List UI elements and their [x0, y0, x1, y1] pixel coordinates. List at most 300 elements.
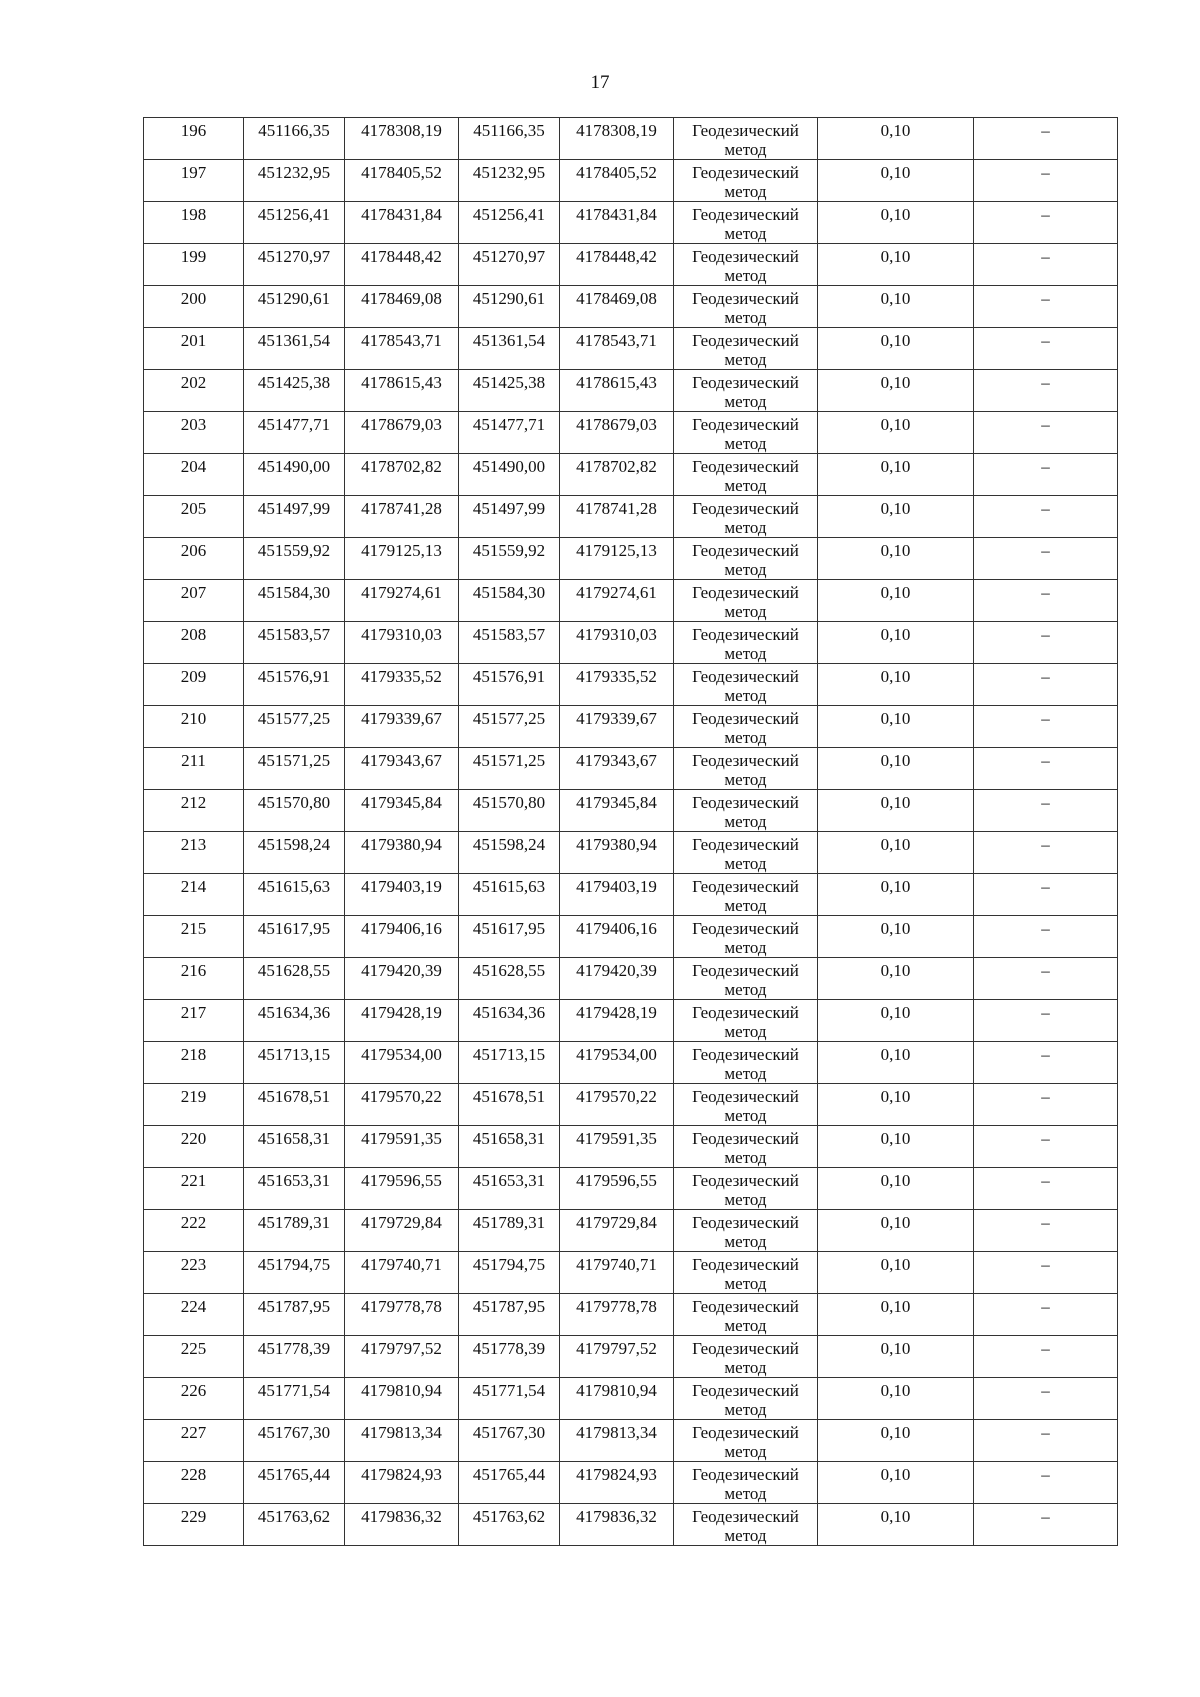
y-coordinate-text: 4179740,71: [576, 1255, 657, 1274]
method-text-line2: метод: [724, 560, 767, 579]
y-coordinate-cell: [560, 412, 674, 454]
y-coordinate-cell: [345, 874, 459, 916]
y-coordinate-text: 4179740,71: [361, 1255, 442, 1274]
point-number-cell: [144, 202, 244, 244]
point-number-cell: [144, 1168, 244, 1210]
y-coordinate-cell: [345, 496, 459, 538]
method-text-line2: метод: [724, 1190, 767, 1209]
point-number-text: 224: [180, 1297, 207, 1316]
y-coordinate-text: 4178405,52: [576, 163, 657, 182]
method-cell: [674, 286, 818, 328]
method-text-line2: метод: [724, 224, 767, 243]
method-cell: [674, 1084, 818, 1126]
x-coordinate-cell: [244, 244, 345, 286]
x-coordinate-cell: [459, 1378, 560, 1420]
method-text-line1: Геодезический: [692, 331, 799, 350]
method-cell: [674, 916, 818, 958]
x-coordinate-cell: [244, 1042, 345, 1084]
description-text: –: [1041, 1213, 1050, 1232]
accuracy-cell: [818, 1504, 974, 1546]
point-number-cell: [144, 622, 244, 664]
y-coordinate-cell: [345, 118, 459, 160]
x-coordinate-text: 451628,55: [472, 961, 546, 980]
accuracy-cell: [818, 1084, 974, 1126]
y-coordinate-cell: [345, 580, 459, 622]
x-coordinate-cell: [459, 790, 560, 832]
accuracy-text: 0,10: [880, 1423, 911, 1442]
description-cell: [974, 1168, 1118, 1210]
accuracy-cell: [818, 1000, 974, 1042]
x-coordinate-text: 451789,31: [472, 1213, 546, 1232]
method-text-line2: метод: [724, 266, 767, 285]
accuracy-cell: [818, 1294, 974, 1336]
accuracy-text: 0,10: [880, 877, 911, 896]
y-coordinate-text: 4179345,84: [361, 793, 442, 812]
method-text-line1: Геодезический: [692, 1423, 799, 1442]
point-number-text: 209: [180, 667, 207, 686]
point-number-text: 216: [180, 961, 207, 980]
y-coordinate-cell: [345, 1084, 459, 1126]
x-coordinate-text: 451166,35: [473, 121, 545, 140]
table-row: [144, 538, 1118, 580]
method-cell: [674, 1420, 818, 1462]
y-coordinate-cell: [345, 370, 459, 412]
y-coordinate-text: 4179345,84: [576, 793, 657, 812]
y-coordinate-text: 4178679,03: [576, 415, 657, 434]
x-coordinate-cell: [459, 1042, 560, 1084]
y-coordinate-cell: [345, 916, 459, 958]
method-text-line1: Геодезический: [692, 625, 799, 644]
page-number: 17: [590, 72, 610, 93]
point-number-text: 229: [180, 1507, 207, 1526]
y-coordinate-cell: [560, 622, 674, 664]
x-coordinate-text: 451628,55: [257, 961, 331, 980]
description-cell: [974, 1126, 1118, 1168]
table-row: [144, 1504, 1118, 1546]
description-text: –: [1041, 583, 1050, 602]
description-text: –: [1041, 793, 1050, 812]
description-text: –: [1041, 751, 1050, 770]
method-cell: [674, 1000, 818, 1042]
y-coordinate-cell: [560, 832, 674, 874]
x-coordinate-cell: [459, 1462, 560, 1504]
method-text-line1: Геодезический: [692, 1339, 799, 1358]
point-number-cell: [144, 748, 244, 790]
method-text-line2: метод: [724, 602, 767, 621]
y-coordinate-cell: [345, 538, 459, 580]
y-coordinate-text: 4178615,43: [361, 373, 442, 392]
point-number-cell: [144, 1504, 244, 1546]
table-row: [144, 1000, 1118, 1042]
accuracy-cell: [818, 916, 974, 958]
method-text-line1: Геодезический: [692, 541, 799, 560]
y-coordinate-cell: [560, 454, 674, 496]
accuracy-text: 0,10: [880, 247, 911, 266]
x-coordinate-text: 451571,25: [472, 751, 546, 770]
y-coordinate-cell: [345, 412, 459, 454]
x-coordinate-text: 451256,41: [257, 205, 331, 224]
y-coordinate-cell: [560, 370, 674, 412]
x-coordinate-text: 451617,95: [472, 919, 546, 938]
y-coordinate-text: 4179428,19: [361, 1003, 442, 1022]
accuracy-text: 0,10: [880, 373, 911, 392]
y-coordinate-text: 4178543,71: [361, 331, 442, 350]
x-coordinate-text: 451763,62: [472, 1507, 546, 1526]
x-coordinate-cell: [244, 1084, 345, 1126]
x-coordinate-text: 451361,54: [257, 331, 331, 350]
x-coordinate-text: 451576,91: [257, 667, 331, 686]
description-text: –: [1041, 289, 1050, 308]
x-coordinate-cell: [244, 1462, 345, 1504]
x-coordinate-text: 451789,31: [257, 1213, 331, 1232]
table-row: [144, 1294, 1118, 1336]
table-row: [144, 370, 1118, 412]
method-text-line1: Геодезический: [692, 1087, 799, 1106]
x-coordinate-text: 451571,25: [257, 751, 331, 770]
table-row: [144, 496, 1118, 538]
x-coordinate-cell: [244, 790, 345, 832]
x-coordinate-text: 451658,31: [257, 1129, 331, 1148]
description-text: –: [1041, 373, 1050, 392]
y-coordinate-text: 4178469,08: [361, 289, 442, 308]
description-text: –: [1041, 1171, 1050, 1190]
x-coordinate-text: 451497,99: [257, 499, 331, 518]
accuracy-text: 0,10: [880, 1255, 911, 1274]
x-coordinate-text: 451678,51: [472, 1087, 546, 1106]
table-row: [144, 1378, 1118, 1420]
description-cell: [974, 454, 1118, 496]
y-coordinate-cell: [345, 790, 459, 832]
table-row: [144, 118, 1118, 160]
y-coordinate-text: 4179797,52: [576, 1339, 657, 1358]
y-coordinate-text: 4178679,03: [361, 415, 442, 434]
y-coordinate-text: 4179836,32: [576, 1507, 657, 1526]
y-coordinate-cell: [560, 706, 674, 748]
point-number-cell: [144, 496, 244, 538]
description-cell: [974, 1420, 1118, 1462]
y-coordinate-text: 4179778,78: [361, 1297, 442, 1316]
x-coordinate-cell: [244, 538, 345, 580]
y-coordinate-cell: [345, 664, 459, 706]
description-cell: [974, 916, 1118, 958]
y-coordinate-cell: [345, 1168, 459, 1210]
point-number-text: 196: [180, 121, 207, 140]
x-coordinate-cell: [459, 160, 560, 202]
x-coordinate-text: 451290,61: [257, 289, 331, 308]
y-coordinate-text: 4179420,39: [576, 961, 657, 980]
method-text-line2: метод: [724, 1106, 767, 1125]
description-text: –: [1041, 625, 1050, 644]
y-coordinate-text: 4178308,19: [576, 121, 657, 140]
description-text: –: [1041, 1339, 1050, 1358]
method-cell: [674, 1378, 818, 1420]
x-coordinate-text: 451713,15: [257, 1045, 331, 1064]
accuracy-cell: [818, 496, 974, 538]
y-coordinate-cell: [560, 1294, 674, 1336]
method-text-line2: метод: [724, 938, 767, 957]
y-coordinate-text: 4178741,28: [576, 499, 657, 518]
x-coordinate-text: 451767,30: [472, 1423, 546, 1442]
description-text: –: [1041, 1465, 1050, 1484]
point-number-cell: [144, 1042, 244, 1084]
method-text-line2: метод: [724, 140, 767, 159]
y-coordinate-text: 4179813,34: [576, 1423, 657, 1442]
x-coordinate-cell: [459, 958, 560, 1000]
x-coordinate-cell: [244, 874, 345, 916]
x-coordinate-cell: [459, 538, 560, 580]
accuracy-cell: [818, 286, 974, 328]
description-cell: [974, 202, 1118, 244]
method-cell: [674, 580, 818, 622]
method-text-line1: Геодезический: [692, 1213, 799, 1232]
x-coordinate-cell: [244, 1420, 345, 1462]
point-number-text: 197: [180, 163, 207, 182]
description-cell: [974, 1210, 1118, 1252]
accuracy-cell: [818, 1420, 974, 1462]
point-number-text: 219: [180, 1087, 207, 1106]
x-coordinate-text: 451583,57: [472, 625, 546, 644]
description-text: –: [1041, 1297, 1050, 1316]
y-coordinate-cell: [560, 1210, 674, 1252]
point-number-text: 228: [180, 1465, 207, 1484]
description-text: –: [1041, 877, 1050, 896]
table-row: [144, 958, 1118, 1000]
method-cell: [674, 748, 818, 790]
y-coordinate-cell: [560, 748, 674, 790]
x-coordinate-text: 451584,30: [472, 583, 546, 602]
method-text-line2: метод: [724, 1148, 767, 1167]
description-cell: [974, 958, 1118, 1000]
description-text: –: [1041, 247, 1050, 266]
x-coordinate-cell: [244, 832, 345, 874]
x-coordinate-text: 451713,15: [472, 1045, 546, 1064]
y-coordinate-cell: [560, 1168, 674, 1210]
table-row: [144, 622, 1118, 664]
point-number-cell: [144, 790, 244, 832]
method-text-line2: метод: [724, 1316, 767, 1335]
accuracy-cell: [818, 1378, 974, 1420]
method-text-line2: метод: [724, 1022, 767, 1041]
x-coordinate-cell: [244, 958, 345, 1000]
accuracy-cell: [818, 1210, 974, 1252]
x-coordinate-cell: [244, 454, 345, 496]
x-coordinate-cell: [459, 664, 560, 706]
y-coordinate-cell: [560, 1462, 674, 1504]
accuracy-cell: [818, 202, 974, 244]
method-text-line1: Геодезический: [692, 1381, 799, 1400]
y-coordinate-cell: [560, 664, 674, 706]
x-coordinate-text: 451577,25: [472, 709, 546, 728]
x-coordinate-cell: [459, 1084, 560, 1126]
description-cell: [974, 1084, 1118, 1126]
point-number-text: 223: [180, 1255, 207, 1274]
point-number-text: 227: [180, 1423, 207, 1442]
x-coordinate-text: 451570,80: [472, 793, 546, 812]
description-cell: [974, 1336, 1118, 1378]
y-coordinate-text: 4179824,93: [576, 1465, 657, 1484]
description-text: –: [1041, 1381, 1050, 1400]
x-coordinate-text: 451425,38: [257, 373, 331, 392]
method-text-line1: Геодезический: [692, 1171, 799, 1190]
method-cell: [674, 1042, 818, 1084]
y-coordinate-cell: [560, 538, 674, 580]
x-coordinate-text: 451767,30: [257, 1423, 331, 1442]
method-cell: [674, 874, 818, 916]
y-coordinate-cell: [345, 328, 459, 370]
table-row: [144, 1462, 1118, 1504]
y-coordinate-cell: [345, 1000, 459, 1042]
x-coordinate-text: 451634,36: [257, 1003, 331, 1022]
method-cell: [674, 706, 818, 748]
accuracy-text: 0,10: [880, 163, 911, 182]
method-text-line1: Геодезический: [692, 793, 799, 812]
description-text: –: [1041, 541, 1050, 560]
y-coordinate-text: 4179343,67: [361, 751, 442, 770]
y-coordinate-cell: [560, 1420, 674, 1462]
method-text-line2: метод: [724, 854, 767, 873]
table-row: [144, 916, 1118, 958]
method-cell: [674, 412, 818, 454]
description-cell: [974, 1504, 1118, 1546]
description-text: –: [1041, 961, 1050, 980]
y-coordinate-cell: [345, 1420, 459, 1462]
x-coordinate-cell: [244, 748, 345, 790]
y-coordinate-text: 4179339,67: [576, 709, 657, 728]
x-coordinate-text: 451678,51: [257, 1087, 331, 1106]
x-coordinate-cell: [459, 412, 560, 454]
accuracy-text: 0,10: [880, 289, 911, 308]
method-cell: [674, 370, 818, 412]
accuracy-cell: [818, 412, 974, 454]
table-row: [144, 1168, 1118, 1210]
y-coordinate-text: 4179428,19: [576, 1003, 657, 1022]
y-coordinate-cell: [345, 706, 459, 748]
method-text-line2: метод: [724, 896, 767, 915]
x-coordinate-text: 451653,31: [257, 1171, 331, 1190]
method-cell: [674, 622, 818, 664]
table-row: [144, 790, 1118, 832]
description-text: –: [1041, 121, 1050, 140]
method-text-line2: метод: [724, 1064, 767, 1083]
accuracy-text: 0,10: [880, 793, 911, 812]
x-coordinate-text: 451256,41: [472, 205, 546, 224]
x-coordinate-text: 451778,39: [472, 1339, 546, 1358]
y-coordinate-cell: [345, 202, 459, 244]
x-coordinate-cell: [244, 160, 345, 202]
x-coordinate-text: 451617,95: [257, 919, 331, 938]
accuracy-text: 0,10: [880, 667, 911, 686]
x-coordinate-cell: [459, 580, 560, 622]
y-coordinate-cell: [345, 1462, 459, 1504]
accuracy-cell: [818, 832, 974, 874]
y-coordinate-cell: [560, 1336, 674, 1378]
y-coordinate-cell: [345, 454, 459, 496]
method-text-line1: Геодезический: [692, 205, 799, 224]
x-coordinate-cell: [459, 874, 560, 916]
point-number-text: 221: [180, 1171, 207, 1190]
accuracy-text: 0,10: [880, 1507, 911, 1526]
method-text-line1: Геодезический: [692, 1255, 799, 1274]
point-number-cell: [144, 412, 244, 454]
accuracy-text: 0,10: [880, 1297, 911, 1316]
y-coordinate-cell: [345, 832, 459, 874]
accuracy-text: 0,10: [880, 1381, 911, 1400]
accuracy-cell: [818, 328, 974, 370]
accuracy-text: 0,10: [880, 583, 911, 602]
accuracy-cell: [818, 1042, 974, 1084]
point-number-cell: [144, 1420, 244, 1462]
y-coordinate-cell: [345, 160, 459, 202]
x-coordinate-cell: [459, 748, 560, 790]
point-number-cell: [144, 664, 244, 706]
x-coordinate-cell: [244, 916, 345, 958]
method-cell: [674, 832, 818, 874]
accuracy-cell: [818, 1462, 974, 1504]
point-number-text: 220: [180, 1129, 207, 1148]
y-coordinate-text: 4178448,42: [576, 247, 657, 266]
y-coordinate-cell: [345, 286, 459, 328]
y-coordinate-text: 4179403,19: [576, 877, 657, 896]
y-coordinate-cell: [560, 202, 674, 244]
method-text-line2: метод: [724, 1358, 767, 1377]
x-coordinate-text: 451477,71: [257, 415, 331, 434]
x-coordinate-cell: [244, 412, 345, 454]
description-cell: [974, 622, 1118, 664]
accuracy-cell: [818, 160, 974, 202]
accuracy-text: 0,10: [880, 1045, 911, 1064]
y-coordinate-text: 4179380,94: [576, 835, 657, 854]
description-cell: [974, 1294, 1118, 1336]
method-cell: [674, 1504, 818, 1546]
y-coordinate-cell: [560, 1042, 674, 1084]
table-row: [144, 580, 1118, 622]
point-number-text: 211: [181, 751, 206, 770]
method-cell: [674, 160, 818, 202]
method-text-line2: метод: [724, 1232, 767, 1251]
method-text-line2: метод: [724, 518, 767, 537]
y-coordinate-cell: [560, 874, 674, 916]
method-text-line1: Геодезический: [692, 583, 799, 602]
x-coordinate-cell: [459, 1252, 560, 1294]
y-coordinate-text: 4179274,61: [576, 583, 657, 602]
x-coordinate-text: 451570,80: [257, 793, 331, 812]
point-number-text: 222: [180, 1213, 207, 1232]
accuracy-cell: [818, 958, 974, 1000]
point-number-cell: [144, 118, 244, 160]
description-cell: [974, 832, 1118, 874]
y-coordinate-cell: [345, 748, 459, 790]
point-number-cell: [144, 1210, 244, 1252]
x-coordinate-cell: [244, 286, 345, 328]
method-text-line1: Геодезический: [692, 1045, 799, 1064]
accuracy-text: 0,10: [880, 415, 911, 434]
x-coordinate-cell: [244, 496, 345, 538]
x-coordinate-text: 451771,54: [257, 1381, 331, 1400]
x-coordinate-cell: [459, 1168, 560, 1210]
point-number-cell: [144, 1294, 244, 1336]
x-coordinate-cell: [244, 1168, 345, 1210]
x-coordinate-cell: [244, 118, 345, 160]
y-coordinate-cell: [560, 118, 674, 160]
point-number-text: 202: [180, 373, 207, 392]
table-row: [144, 1042, 1118, 1084]
x-coordinate-cell: [244, 1378, 345, 1420]
x-coordinate-cell: [459, 328, 560, 370]
description-text: –: [1041, 1129, 1050, 1148]
method-text-line1: Геодезический: [692, 709, 799, 728]
point-number-text: 218: [180, 1045, 207, 1064]
method-cell: [674, 790, 818, 832]
